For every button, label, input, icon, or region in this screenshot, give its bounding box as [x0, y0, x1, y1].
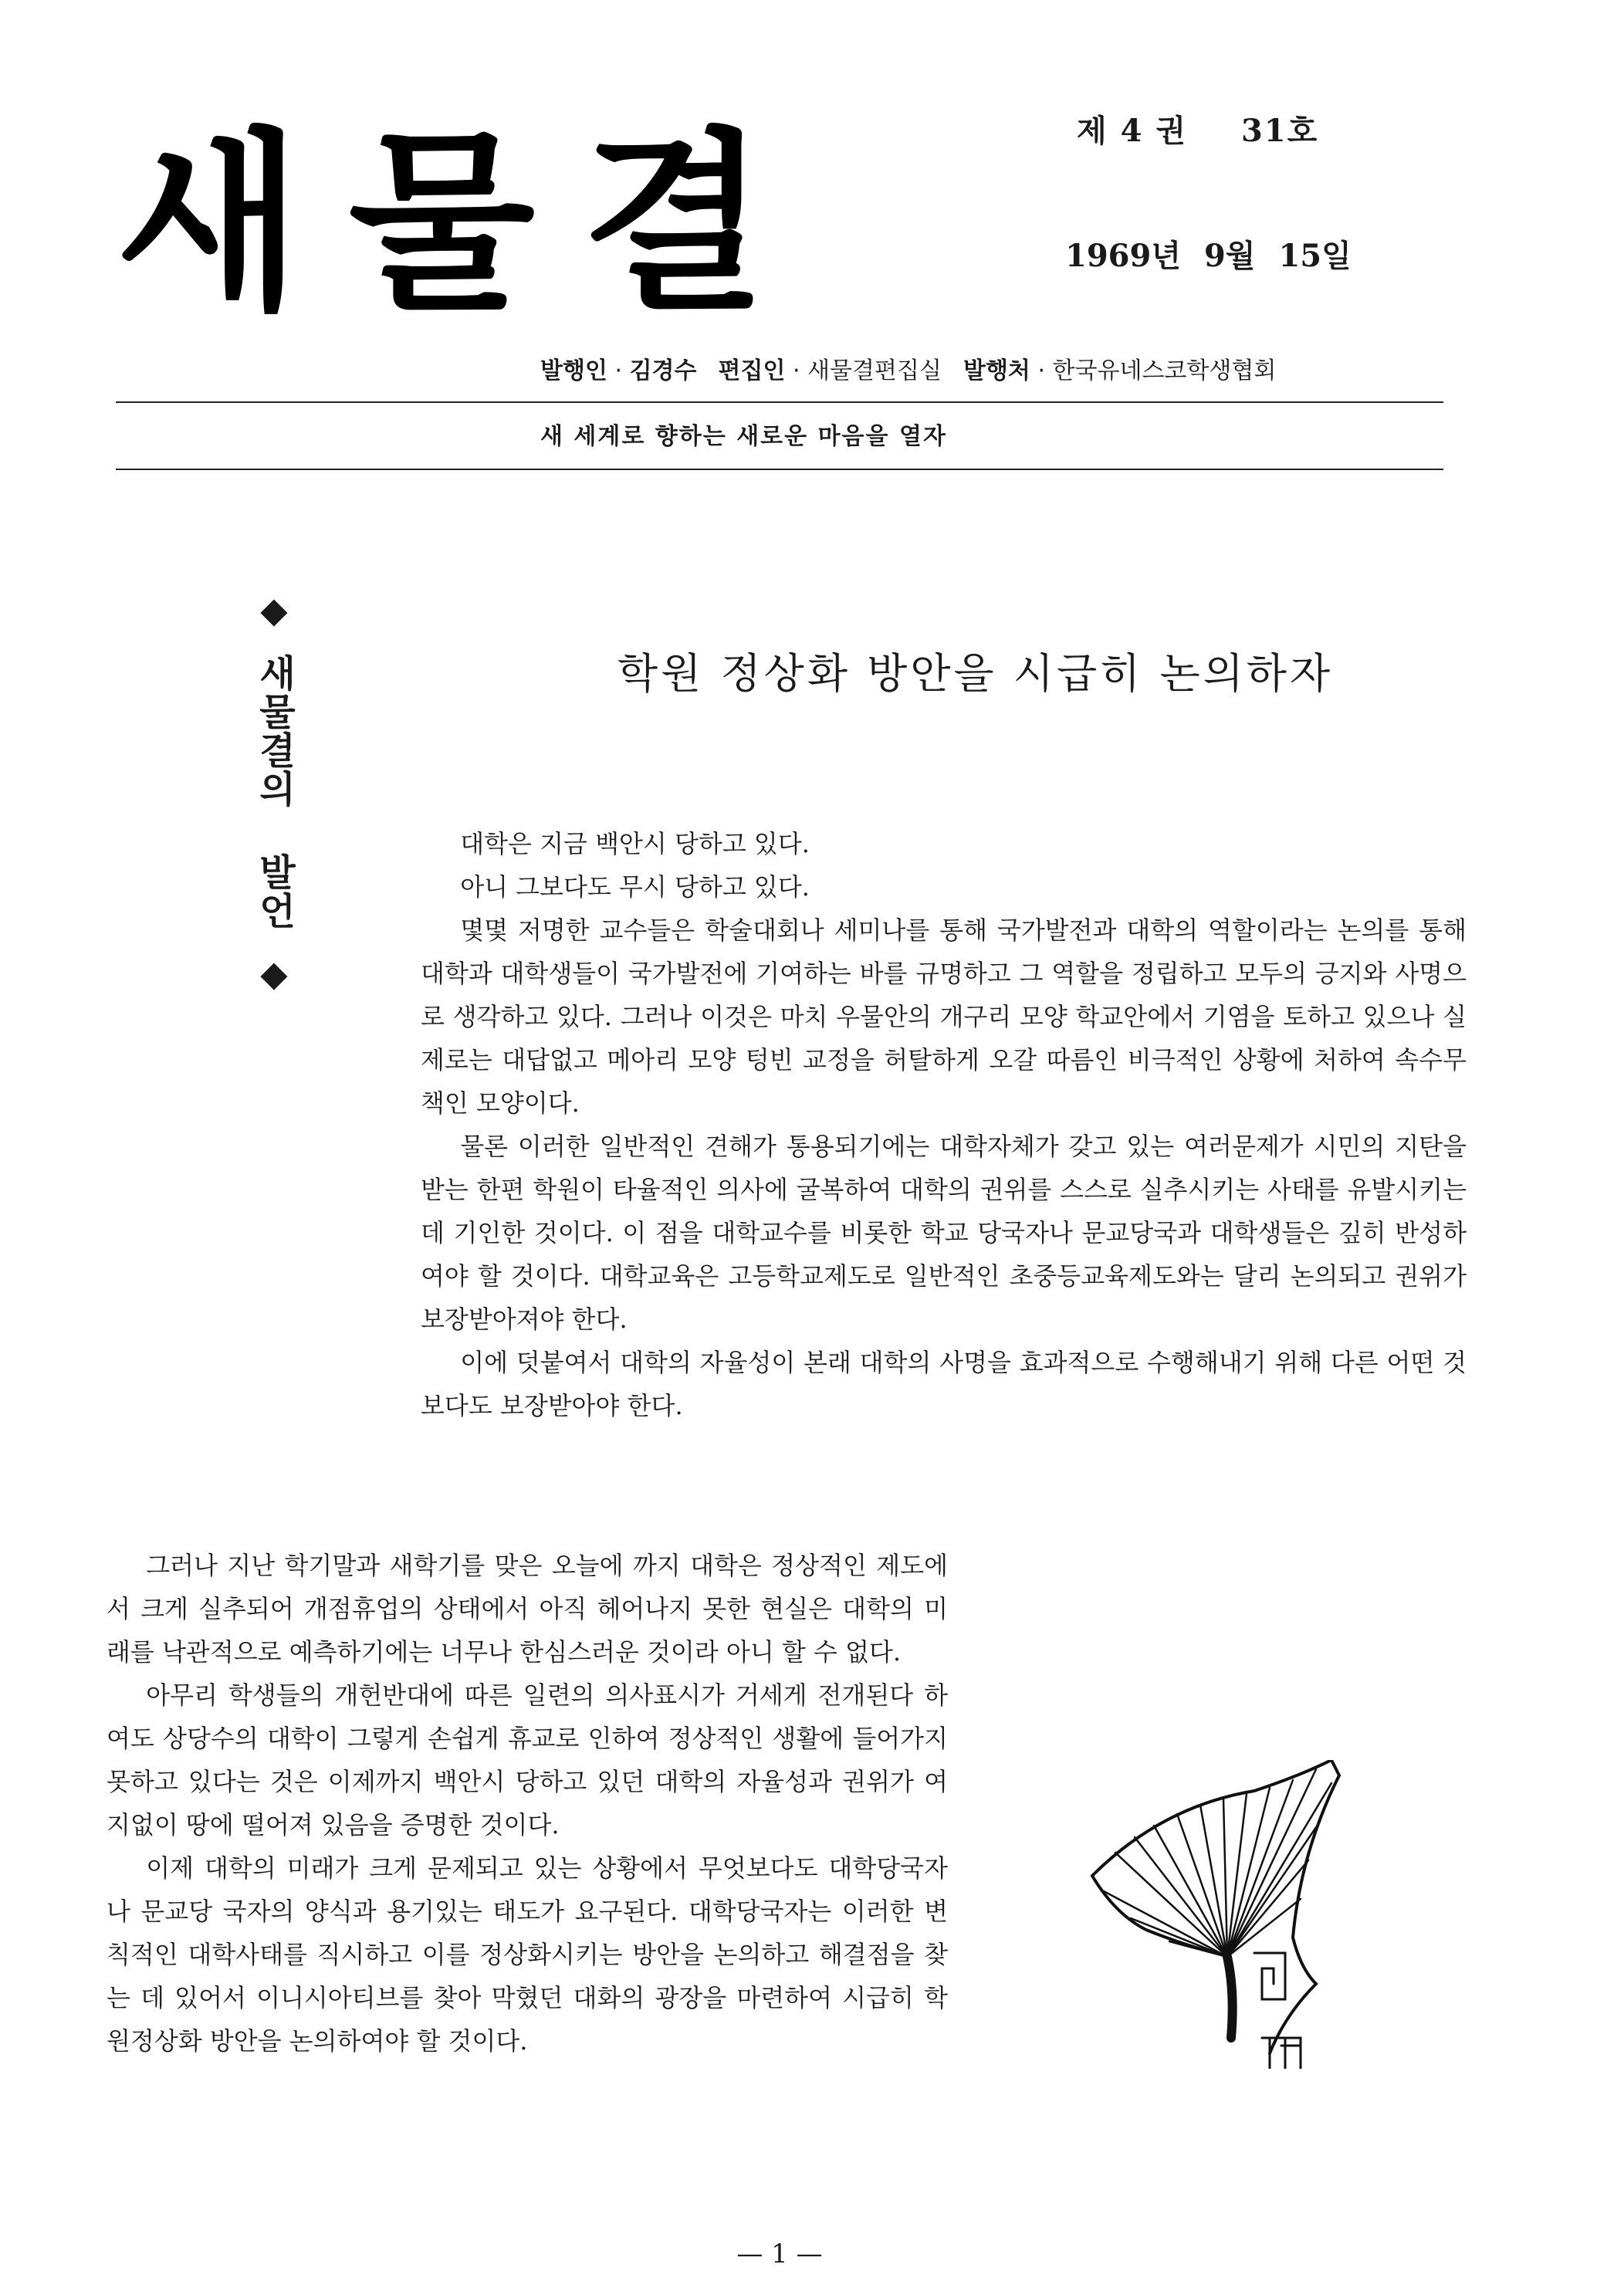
- masthead-rule-bottom: [116, 469, 1443, 470]
- article-headline: 학원 정상화 방안을 시급히 논의하자: [617, 649, 1334, 698]
- fan-outline: [1092, 1760, 1339, 2053]
- slogan: 새 세계로 향하는 새로운 마음을 열자: [540, 423, 947, 450]
- publisher-label: 발행인: [540, 357, 607, 384]
- spiral-mark: [1254, 1953, 1285, 1999]
- publication-date: [1065, 232, 1352, 276]
- fan-ribs: [1104, 1769, 1331, 1957]
- volume-issue: [1077, 107, 1318, 151]
- article-body-lower: [107, 1544, 948, 2063]
- monogram-mark: [1262, 2038, 1301, 2069]
- publication-credits: 발행인 · 김경수 편집인 · 새물결편집실 발행처 · 한국유네스코학생협회: [540, 357, 1277, 384]
- date-month: 9월: [1203, 238, 1256, 274]
- article-body-upper: [421, 822, 1467, 1427]
- editor-name: 새물결편집실: [807, 357, 942, 384]
- paragraph: 몇몇 저명한 교수들은 학술대회나 세미나를 통해 국가발전과 대학의 역할이라는 논의를 통해 대학과 대학생들이 국가발전에 기여하는 바를 규명하고 그 역할을 정립하고 모두의 긍지와 사명으로 생각하고 있다. 그러나 이것은 마치 우물안의 개구리 모양 학교안에서 기염을 토하고 있으나 실제로는 대답없고 메아리 모양 텅빈 교정을 허탈하게 오갈 따름인 비극적인 상황에 처하여 속수무책인 모양이다.: [421, 916, 1467, 1118]
- volume-number: 제 4 권: [1077, 113, 1187, 149]
- masthead-title: 새물결: [116, 111, 814, 336]
- date-day: 15일: [1278, 238, 1352, 274]
- paragraph: 아니 그보다도 무시 당하고 있다.: [460, 872, 810, 902]
- fan-illustration: [1069, 1760, 1378, 2069]
- issue-number: 31호: [1240, 113, 1319, 149]
- paragraph: 이에 덧붙여서 대학의 자율성이 본래 대학의 사명을 효과적으로 수행해내기 위해 다른 어떤 것보다도 보장받아야 한다.: [421, 1348, 1467, 1420]
- fan-handle: [1227, 1957, 1233, 2038]
- publisher-name: 김경수: [629, 357, 697, 384]
- paragraph: 물론 이러한 일반적인 견해가 통용되기에는 대학자체가 갖고 있는 여러문제가 시민의 지탄을 받는 한편 학원이 타율적인 의사에 굴복하여 대학의 권위를 스스로 실추시키는 사태를 유발시키는데 기인한 것이다. 이 점을 대학교수를 비롯한 학교 당국자나 문교당국과 대학생들은 깊히 반성하여야 할 것이다. 대학교육은 고등학교제도로 일반적인 초중등교육제도와는 달리 논의되고 권위가 보장받아져야 한다.: [421, 1132, 1467, 1334]
- paragraph: 이제 대학의 미래가 크게 문제되고 있는 상황에서 무엇보다도 대학당국자나 문교당 국자의 양식과 용기있는 태도가 요구된다. 대학당국자는 이러한 변칙적인 대학사태를 직시하고 이를 정상화시키는 방안을 논의하고 해결점을 찾는 데 있어서 이니시아티브를 찾아 막혔던 대화의 광장을 마련하여 시급히 학원정상화 방안을 논의하여야 할 것이다.: [107, 1853, 948, 2056]
- editor-label: 편집인: [718, 357, 786, 384]
- paragraph: 아무리 학생들의 개헌반대에 따른 일련의 의사표시가 거세게 전개된다 하여도 상당수의 대학이 그렇게 손쉽게 휴교로 인하여 정상적인 생활에 들어가지 못하고 있다는 것은 이제까지 백안시 당하고 있던 대학의 자율성과 권위가 여지없이 땅에 떨어져 있음을 증명한 것이다.: [107, 1680, 948, 1840]
- column-label: [251, 587, 297, 997]
- paragraph: 대학은 지금 백안시 당하고 있다.: [460, 829, 810, 858]
- column-label-text: 새물결의 발언: [252, 653, 296, 930]
- issuer-name: 한국유네스코학생협회: [1052, 357, 1277, 384]
- date-year: 1969년: [1065, 238, 1181, 274]
- diamond-icon: ◆: [260, 953, 288, 994]
- page-number: — 1 —: [736, 2239, 823, 2269]
- diamond-icon: ◆: [260, 589, 288, 631]
- issuer-label: 발행처: [963, 357, 1030, 384]
- paragraph: 그러나 지난 학기말과 새학기를 맞은 오늘에 까지 대학은 정상적인 제도에서 크게 실추되어 개점휴업의 상태에서 아직 헤어나지 못한 현실은 대학의 미래를 낙관적으로 예측하기에는 너무나 한심스러운 것이라 아니 할 수 없다.: [107, 1551, 948, 1667]
- masthead-rule-top: [116, 401, 1443, 403]
